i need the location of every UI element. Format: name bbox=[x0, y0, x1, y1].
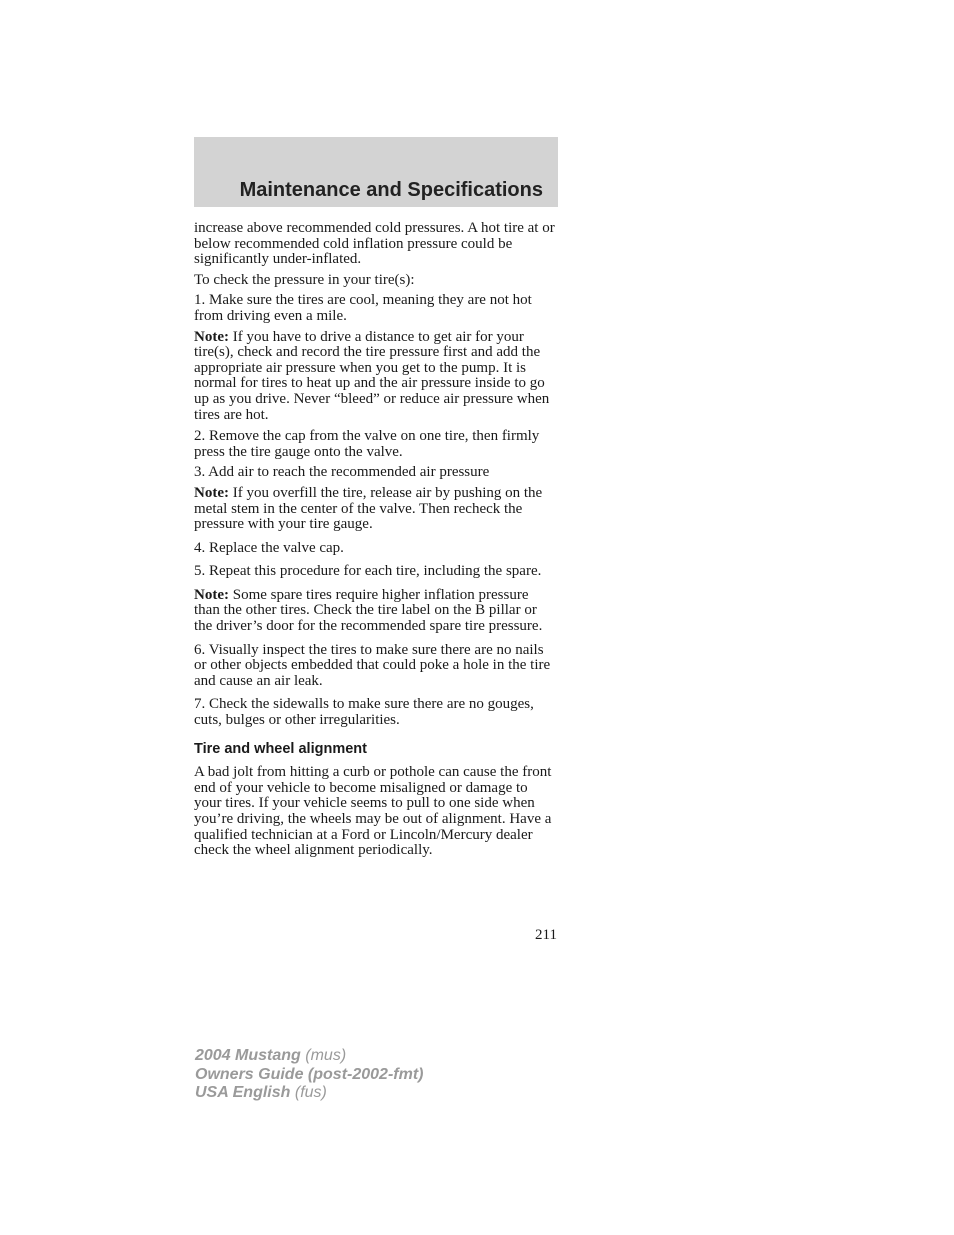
section-title: Maintenance and Specifications bbox=[239, 179, 543, 201]
step-6: 6. Visually inspect the tires to make sure there are no nails or other objects embedded that could poke a hole in the tire and cause an air leak. bbox=[194, 641, 551, 689]
subheading-alignment: Tire and wheel alignment bbox=[194, 740, 367, 757]
note-drive-distance bbox=[194, 330, 558, 424]
step-2: 2. Remove the cap from the valve on one tire, then firmly press the tire gauge onto the valve. bbox=[194, 428, 540, 460]
step-5: 5. Repeat this procedure for each tire, including the spare. bbox=[194, 563, 542, 580]
note-text: Some spare tires require higher inflation pressure than the other tires. Check the tire label on the B pillar or the driver’s door for the recommended spare tire pressure. bbox=[194, 586, 543, 635]
step-3: 3. Add air to reach the recommended air pressure bbox=[194, 464, 490, 481]
footer-line-language: USA English (fus) bbox=[195, 1084, 327, 1101]
document-footer bbox=[195, 1047, 423, 1103]
paragraph-alignment: A bad jolt from hitting a curb or pothole can cause the front end of your vehicle to become misaligned or damage to your tires. If your vehicle seems to pull to one side when you’re driving, the wheels may be out of alignment. Have a qualified technician at a Ford or Lincoln/Mercury dealer check the wheel alignment periodically. bbox=[194, 764, 552, 859]
step-7: 7. Check the sidewalls to make sure there are no gouges, cuts, bulges or other irregularities. bbox=[194, 696, 534, 729]
step-1: 1. Make sure the tires are cool, meaning they are not hot from driving even a mile. bbox=[194, 292, 532, 324]
paragraph-intro: increase above recommended cold pressures. A hot tire at or below recommended cold inflation pressure could be significantly under-inflated. bbox=[194, 220, 555, 268]
note-overfill bbox=[194, 486, 558, 533]
note-label: Note: bbox=[194, 484, 229, 501]
note-text: If you have to drive a distance to get air for your tire(s), check and record the tire pressure first and add the appropriate air pressure when you get to the pump. It is normal for tires to heat up and the air pressure inside to go up as you drive. Never “bleed” or reduce air pressure when tires are hot. bbox=[194, 328, 550, 423]
page-content bbox=[194, 221, 558, 865]
footer-line-guide: Owners Guide (post-2002-fmt) bbox=[195, 1065, 424, 1083]
note-spare-tire bbox=[194, 588, 558, 635]
page-number: 211 bbox=[535, 927, 557, 943]
note-label: Note: bbox=[194, 328, 229, 345]
note-label: Note: bbox=[194, 586, 229, 603]
note-text: If you overfill the tire, release air by pushing on the metal stem in the center of the valve. Then recheck the pressure with your tire gauge. bbox=[194, 484, 543, 533]
paragraph-check-pressure: To check the pressure in your tire(s): bbox=[194, 271, 415, 288]
footer-line-model: 2004 Mustang (mus) bbox=[195, 1047, 347, 1064]
step-4: 4. Replace the valve cap. bbox=[194, 539, 344, 556]
section-header bbox=[194, 137, 558, 207]
